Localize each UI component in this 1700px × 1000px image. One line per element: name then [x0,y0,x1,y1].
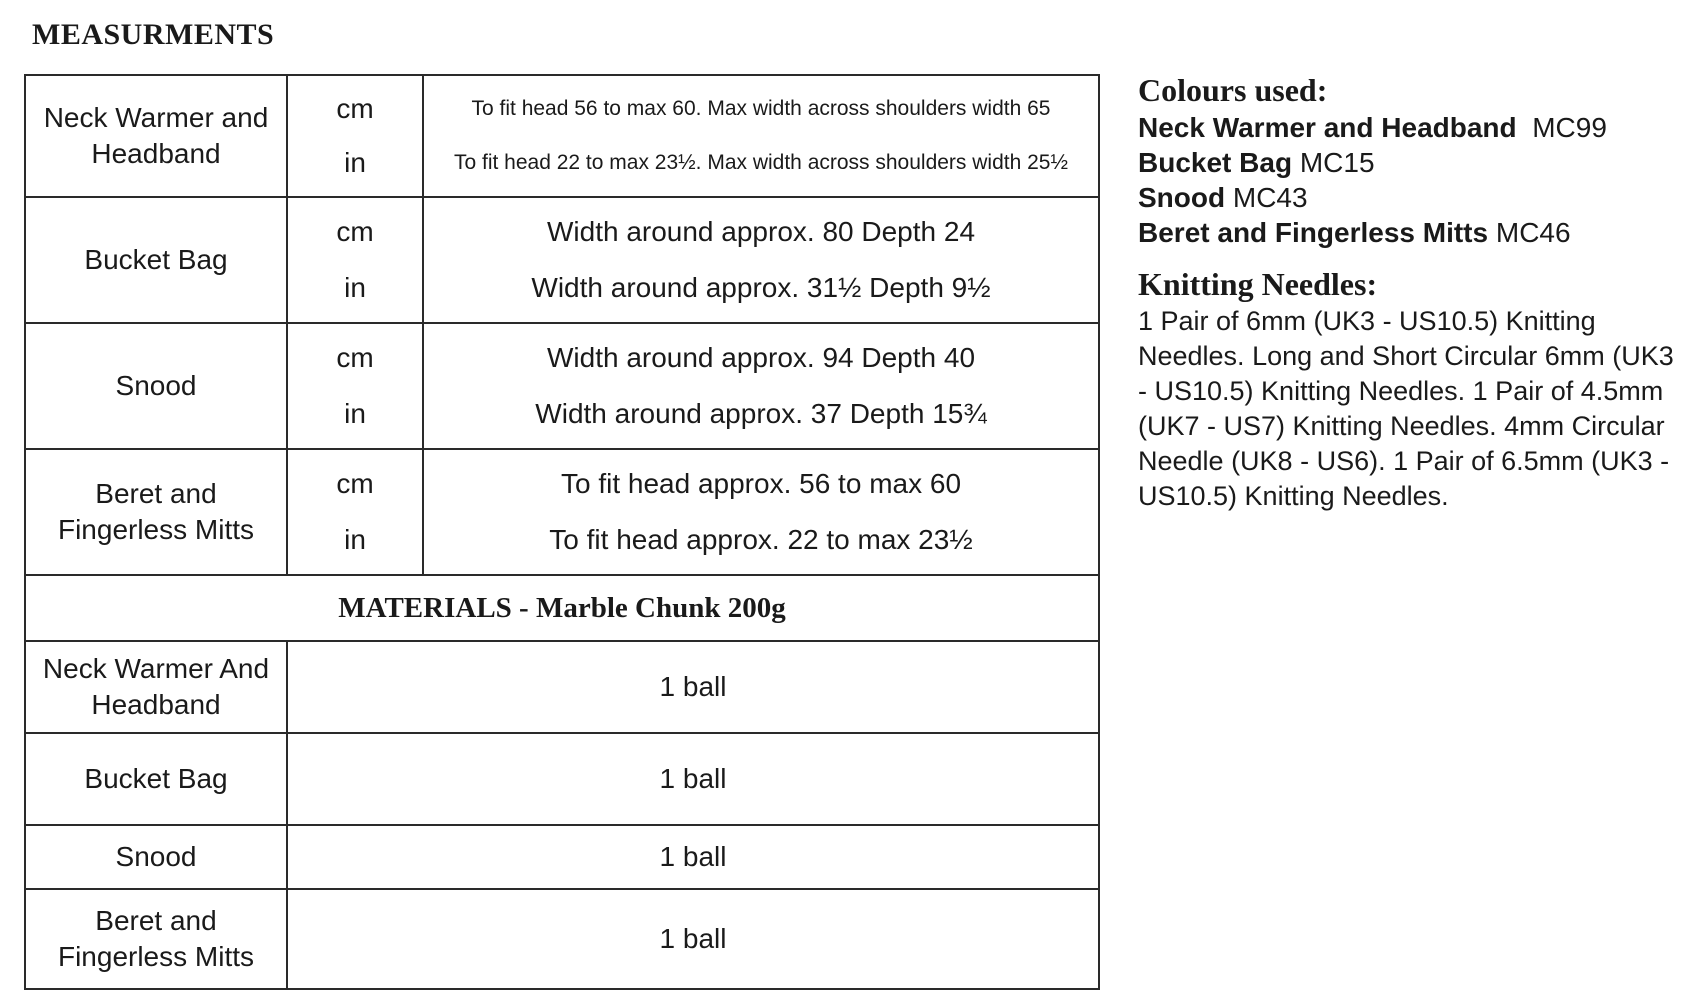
colour-item-name: Bucket Bag [1138,147,1293,178]
unit-cm: cm [336,468,374,499]
materials-row [26,734,1098,826]
colour-item-name: Snood [1138,182,1226,213]
measurements-table [24,74,1100,990]
colour-item-name: Beret and Fingerless Mitts [1138,217,1489,248]
unit-in: in [344,398,366,429]
item-name: Neck Warmer and Headband [26,76,288,196]
colour-entry [1138,180,1690,215]
colour-code: MC43 [1232,182,1308,213]
colours-heading: Colours used: [1138,72,1328,108]
info-column [1138,70,1690,514]
material-quantity: 1 ball [659,763,727,794]
needles-heading: Knitting Needles: [1138,266,1378,302]
colour-entry [1138,215,1690,250]
value-in: Width around approx. 37 Depth 15¾ [535,398,987,429]
material-item-name: Bucket Bag [26,734,288,824]
measurement-values [424,324,1098,448]
unit-cm: cm [336,93,374,124]
item-name: Snood [26,324,288,448]
unit-in: in [344,147,366,178]
unit-cm: cm [336,342,374,373]
colour-code: MC46 [1495,217,1571,248]
value-cm: To fit head 56 to max 60. Max width across shoulders width 65 [471,97,1051,120]
value-cm: Width around approx. 94 Depth 40 [546,342,976,373]
item-name: Beret and Fingerless Mitts [26,450,288,574]
value-cm: To fit head approx. 56 to max 60 [560,468,962,499]
value-in: To fit head 22 to max 23½. Max width across shoulders width 25½ [454,151,1068,174]
unit-in: in [344,272,366,303]
colour-entry [1138,145,1690,180]
measurement-row [26,324,1098,450]
units-cell [288,76,424,196]
colour-code: MC99 [1532,112,1607,143]
measurement-values [424,76,1098,196]
unit-in: in [344,524,366,555]
colour-item-name: Neck Warmer and Headband [1138,112,1517,143]
materials-row [26,890,1098,988]
measurement-row [26,76,1098,198]
material-item-name: Beret and Fingerless Mitts [26,890,288,988]
material-quantity: 1 ball [659,841,727,872]
measurement-values [424,198,1098,322]
materials-title: MATERIALS - Marble Chunk 200g [26,576,1098,642]
material-item-name: Snood [26,826,288,888]
value-in: Width around approx. 31½ Depth 9½ [531,272,991,303]
value-in: To fit head approx. 22 to max 23½ [549,524,973,555]
measurements-heading: MEASURMENTS [32,18,275,51]
measurement-row [26,450,1098,576]
measurement-values [424,450,1098,574]
materials-row [26,826,1098,890]
material-quantity: 1 ball [659,671,727,702]
material-item-name: Neck Warmer And Headband [26,642,288,732]
item-name: Bucket Bag [26,198,288,322]
measurement-row [26,198,1098,324]
colour-entry [1138,110,1690,145]
colour-code: MC15 [1299,147,1375,178]
value-cm: Width around approx. 80 Depth 24 [546,216,976,247]
units-cell [288,324,424,448]
materials-row [26,642,1098,734]
units-cell [288,450,424,574]
material-quantity: 1 ball [659,923,727,954]
units-cell [288,198,424,322]
needles-description: 1 Pair of 6mm (UK3 - US10.5) Knitting Needles. Long and Short Circular 6mm (UK3 - US10.5) Knitting Needles. 1 Pair of 4.5mm (UK7 - US7) Knitting Needles. 4mm Circular Needle (UK8 - US6). 1 Pair of 6.5mm (UK3 - US10.5) Knitting Needles. [1138,306,1674,511]
unit-cm: cm [336,216,374,247]
